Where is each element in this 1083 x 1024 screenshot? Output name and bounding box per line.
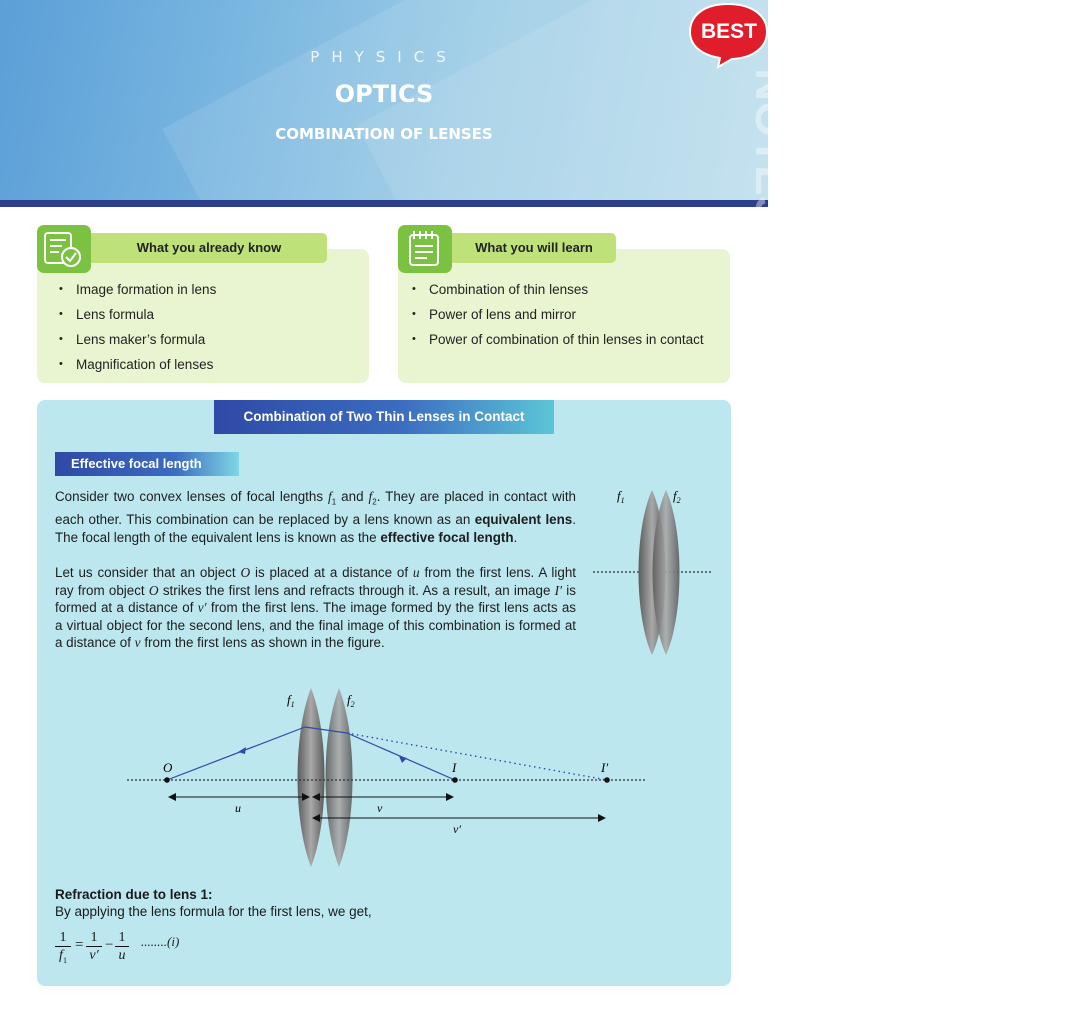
- label-u: u: [235, 801, 241, 815]
- math-Iprime: I′: [554, 582, 563, 598]
- label-f1: $f_1$: [287, 692, 295, 709]
- math-u: u: [412, 565, 420, 580]
- label-f2: $f_2$: [673, 488, 681, 505]
- denominator: [55, 947, 71, 970]
- object-point: [164, 777, 170, 783]
- math-sub: 1: [331, 497, 337, 507]
- paragraph-setup: [55, 564, 576, 652]
- label-vprime: v′: [453, 822, 461, 836]
- numerator: 1: [55, 930, 71, 947]
- text-run: and: [336, 489, 369, 504]
- lens-2: [326, 688, 353, 867]
- ray-arrow: [238, 747, 246, 754]
- list-item: • Power of combination of thin lenses in contact: [412, 331, 714, 348]
- fraction-term2: [115, 930, 129, 965]
- notepad-icon: [398, 225, 452, 273]
- term-equivalent-lens: equivalent lens: [474, 512, 573, 528]
- section-title: Combination of Two Thin Lenses in Contact: [214, 400, 554, 434]
- text-run: Let us consider that an object: [55, 565, 241, 580]
- list-item: • Combination of thin lenses: [412, 281, 714, 298]
- label-Iprime: I′: [601, 760, 609, 775]
- ray-diagram: [117, 685, 657, 870]
- chapter-title: OPTICS: [334, 80, 434, 108]
- text-run: . They are placed in contact with each other. This combination can be replaced by a lens known as an: [55, 489, 576, 528]
- paragraph-intro: [55, 488, 576, 546]
- math-f: f: [328, 489, 332, 504]
- numerator: 1: [86, 930, 102, 947]
- will-learn-title: What you will learn: [475, 240, 593, 255]
- text-run: from the first lens as shown in the figure.: [140, 635, 385, 651]
- lens-formula-equation: [53, 928, 233, 972]
- refraction-text: By applying the lens formula for the first lens, we get,: [55, 904, 372, 919]
- label-v: v: [377, 801, 383, 815]
- topic-title: COMBINATION OF LENSES: [275, 125, 493, 143]
- denominator: u: [118, 948, 126, 963]
- list-item: • Lens formula: [59, 306, 353, 323]
- subject-label: PHYSICS: [310, 48, 458, 66]
- already-know-card: [37, 240, 369, 383]
- list-item: • Image formation in lens: [59, 281, 353, 298]
- math-vprime: v′: [197, 600, 207, 616]
- notes-watermark-text: NOTES: [746, 68, 798, 227]
- math-O: O: [240, 565, 251, 580]
- equation-tag: ........(i): [141, 934, 180, 949]
- will-learn-list: [412, 281, 714, 356]
- text-run: is formed at a distance of: [55, 582, 576, 616]
- numerator: 1: [115, 930, 129, 947]
- text-run: .: [513, 529, 518, 545]
- label-f2: $f_2$: [347, 692, 355, 709]
- text-run: from the first lens. A light ray from object: [55, 565, 576, 598]
- den-sub: 1: [62, 955, 67, 965]
- den-f: f: [59, 948, 63, 963]
- text-run: Consider two convex lenses of focal lengths: [55, 489, 329, 504]
- fraction-lhs: [55, 930, 71, 970]
- math-f: f: [368, 489, 373, 504]
- fraction-term1: [86, 930, 102, 965]
- math-sub: 2: [372, 497, 377, 507]
- label-I: I: [452, 760, 457, 775]
- text-run: from the first lens. The image formed by the first lens acts as a virtual object for the second lens, and the final image of this combination is formed at a distance of: [55, 600, 576, 651]
- lens-1: [298, 688, 325, 867]
- header-rule: [0, 200, 768, 207]
- notes-watermark: [718, 62, 798, 227]
- math-O: O: [148, 582, 159, 598]
- content-panel: [37, 400, 731, 986]
- math-v: v: [134, 635, 141, 651]
- equals-sign: =: [75, 937, 84, 953]
- term-effective-focal-length: effective focal length: [380, 529, 514, 545]
- list-item: • Magnification of lenses: [59, 356, 353, 373]
- list-item: • Power of lens and mirror: [412, 306, 714, 323]
- minus-sign: −: [105, 937, 114, 953]
- will-learn-card: [398, 240, 730, 383]
- text-run: is placed at a distance of: [250, 565, 413, 580]
- list-item: • Lens maker’s formula: [59, 331, 353, 348]
- ray-arrow: [399, 756, 407, 763]
- text-run: strikes the first lens and refracts through it. As a result, an image: [158, 582, 555, 598]
- already-know-tab: [91, 233, 327, 263]
- intermediate-image-point: [604, 777, 610, 783]
- label-f1: $f_1$: [617, 488, 625, 505]
- image-point: [452, 777, 458, 783]
- checklist-icon: [37, 225, 91, 273]
- subsection-title: Effective focal length: [55, 452, 239, 476]
- label-O: O: [163, 760, 173, 775]
- virtual-ray: [347, 733, 607, 780]
- already-know-list: [59, 281, 353, 381]
- already-know-title: What you already know: [136, 240, 282, 255]
- refraction-heading: Refraction due to lens 1:: [55, 887, 213, 902]
- denominator: v′: [89, 948, 99, 963]
- best-badge-label: BEST: [700, 20, 757, 43]
- incident-ray: [167, 727, 305, 780]
- side-lens-figure: [587, 480, 717, 680]
- will-learn-tab: [452, 233, 616, 263]
- text-run: . The focal length of the equivalent lens is known as the: [55, 512, 576, 545]
